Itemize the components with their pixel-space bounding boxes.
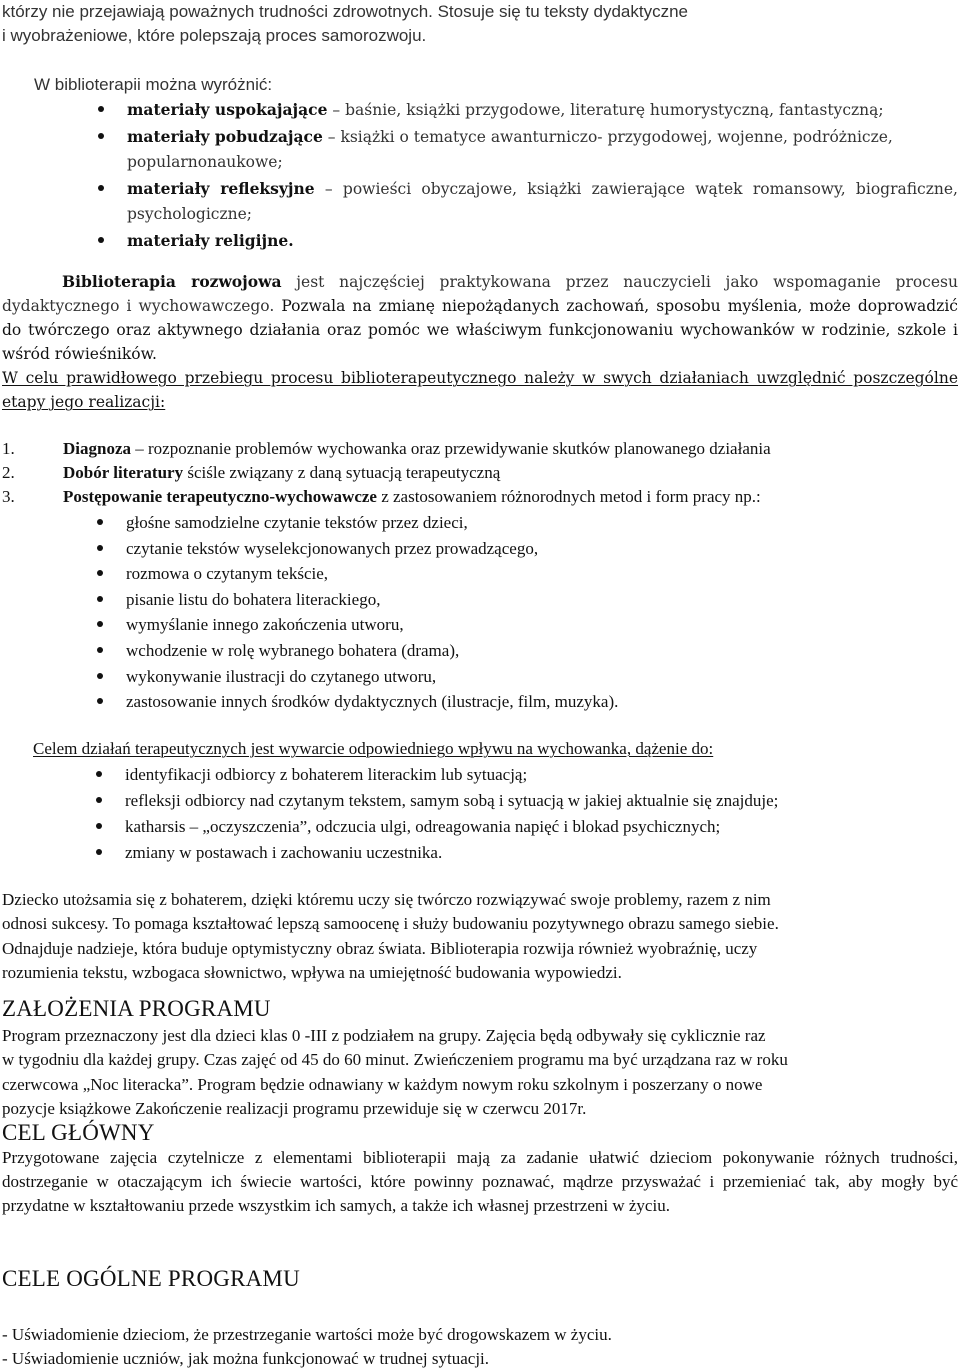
goals-heading: Celem działań terapeutycznych jest wywarcie odpowiedniego wpływu na wychowanka, dążenie do: [33, 739, 714, 758]
general-goals-list [2, 1323, 958, 1371]
list-item: zastosowanie innych środków dydaktycznych (ilustracje, film, muzyka). [126, 689, 956, 715]
list-item: refleksji odbiorcy nad czytanym tekstem, samym sobą i sytuacją w jakiej aktualnie się znajduje; [125, 788, 958, 814]
stage-item: 2. Dobór literatury ściśle związany z daną sytuacją terapeutyczną [2, 463, 501, 482]
methods-list [126, 510, 956, 715]
list-item: katharsis – „oczyszczenia”, odczucia ulgi, odreagowania napięć i blokad psychicznych; [125, 814, 958, 840]
child-paragraph: Dziecko utożsamia się z bohaterem, dzięki któremu uczy się twórczo rozwiązywać swoje problemy, razem z nim odnosi sukcesy. To pomaga kształtować lepszą samoocenę i służy budowaniu pozytywnego obrazu samego siebie. Odnajduje nadzieje, która buduje optymistyczny obraz świata. Biblioterapia rozwija również wyobraźnię, uczy rozumienia tekstu, wzbogaca słownictwo, wpływa na umiejętność budowania wypowiedzi. [2, 890, 779, 982]
materials-heading: W biblioterapii można wyróżnić: [34, 75, 273, 94]
general-goals-heading: CELE OGÓLNE PROGRAMU [2, 1266, 300, 1291]
developmental-paragraph: Biblioterapia rozwojowa jest najczęściej praktykowana przez nauczycieli jako wspomaganie procesu dydaktycznego i wychowawczego. Pozwala na zmianę niepożądanych zachowań, sposobu myślenia, może doprowadzić do twórczego oraz aktywnego działania oraz pomóc we właściwym funkcjonowaniu wychowanków w rodzinie, szkole i wśród rówieśników. [2, 272, 958, 363]
materials-list [127, 97, 958, 254]
list-item: - Uświadomienie uczniów, jak można funkcjonować w trudnej sytuacji. [2, 1349, 490, 1368]
intro-line: i wyobrażeniowe, które polepszają proces samorozwoju. [2, 26, 427, 45]
stage-item: 1. Diagnoza – rozpoznanie problemów wychowanka oraz przewidywanie skutków planowanego działania [2, 439, 771, 458]
list-item: materiały refleksyjne – powieści obyczajowe, książki zawierające wątek romansowy, biograficzne, psychologiczne; [127, 176, 958, 228]
list-item: pisanie listu do bohatera literackiego, [126, 587, 956, 613]
list-item: głośne samodzielne czytanie tekstów przez dzieci, [126, 510, 956, 536]
stages-intro: W celu prawidłowego przebiegu procesu biblioterapeutycznego należy w swych działaniach uwzględnić poszczególne etapy jego realizacji: [2, 369, 958, 411]
intro-line: którzy nie przejawiają poważnych trudności zdrowotnych. Stosuje się tu teksty dydaktyczne [2, 2, 688, 21]
intro-paragraph [2, 0, 958, 48]
main-goal-paragraph: Przygotowane zajęcia czytelnicze z elementami biblioterapii mają za zadanie ułatwić dzieciom pokonywanie różnych trudności, dostrzeganie w otaczającym ich świecie wartości, które powinny poznawać, mądrze przysważać i przemieniać tak, aby mogły być przydatne w kształtowaniu przede wszystkim ich samych, a także ich własnej przestrzeni w życiu. [2, 1148, 958, 1215]
developmental-term: Biblioterapia rozwojowa [62, 272, 282, 291]
list-item: czytanie tekstów wyselekcjonowanych przez prowadzącego, [126, 536, 956, 562]
list-item: materiały pobudzające – książki o tematyce awanturniczo- przygodowej, wojenne, podróżnicze, popularnonaukowe; [127, 124, 958, 176]
assumptions-heading: ZAŁOŻENIA PROGRAMU [2, 996, 271, 1021]
list-item: zmiany w postawach i zachowaniu uczestnika. [125, 840, 958, 866]
list-item: wchodzenie w rolę wybranego bohatera (drama), [126, 638, 956, 664]
list-item: identyfikacji odbiorcy z bohaterem literackim lub sytuacją; [125, 762, 958, 788]
assumptions-paragraph: Program przeznaczony jest dla dzieci klas 0 -III z podziałem na grupy. Zajęcia będą odbywały się cyklicznie raz w tygodniu dla każdej grupy. Czas zajęć od 45 do 60 minut. Zwieńczeniem programu ma być urządzana raz w roku czerwcowa „Noc literacka”. Program będzie odnawiany w każdym nowym roku szkolnym i poszerzany o nowe pozycje książkowe Zakończenie realizacji programu przewiduje się w czerwcu 2017r. [2, 1026, 788, 1118]
goals-list [125, 762, 958, 866]
list-item: wymyślanie innego zakończenia utworu, [126, 612, 956, 638]
main-goal-heading: CEL GŁÓWNY [2, 1120, 155, 1145]
list-item: materiały religijne. [127, 228, 958, 255]
list-item: rozmowa o czytanym tekście, [126, 561, 956, 587]
list-item: materiały uspokajające – baśnie, książki przygodowe, literaturę humorystyczną, fantastyczną; [127, 97, 958, 124]
list-item: - Uświadomienie dzieciom, że przestrzeganie wartości może być drogowskazem w życiu. [2, 1325, 612, 1344]
list-item: wykonywanie ilustracji do czytanego utworu, [126, 664, 956, 690]
stage-item: 3. Postępowanie terapeutyczno-wychowawcze z zastosowaniem różnorodnych metod i form pracy np.: [2, 487, 761, 506]
